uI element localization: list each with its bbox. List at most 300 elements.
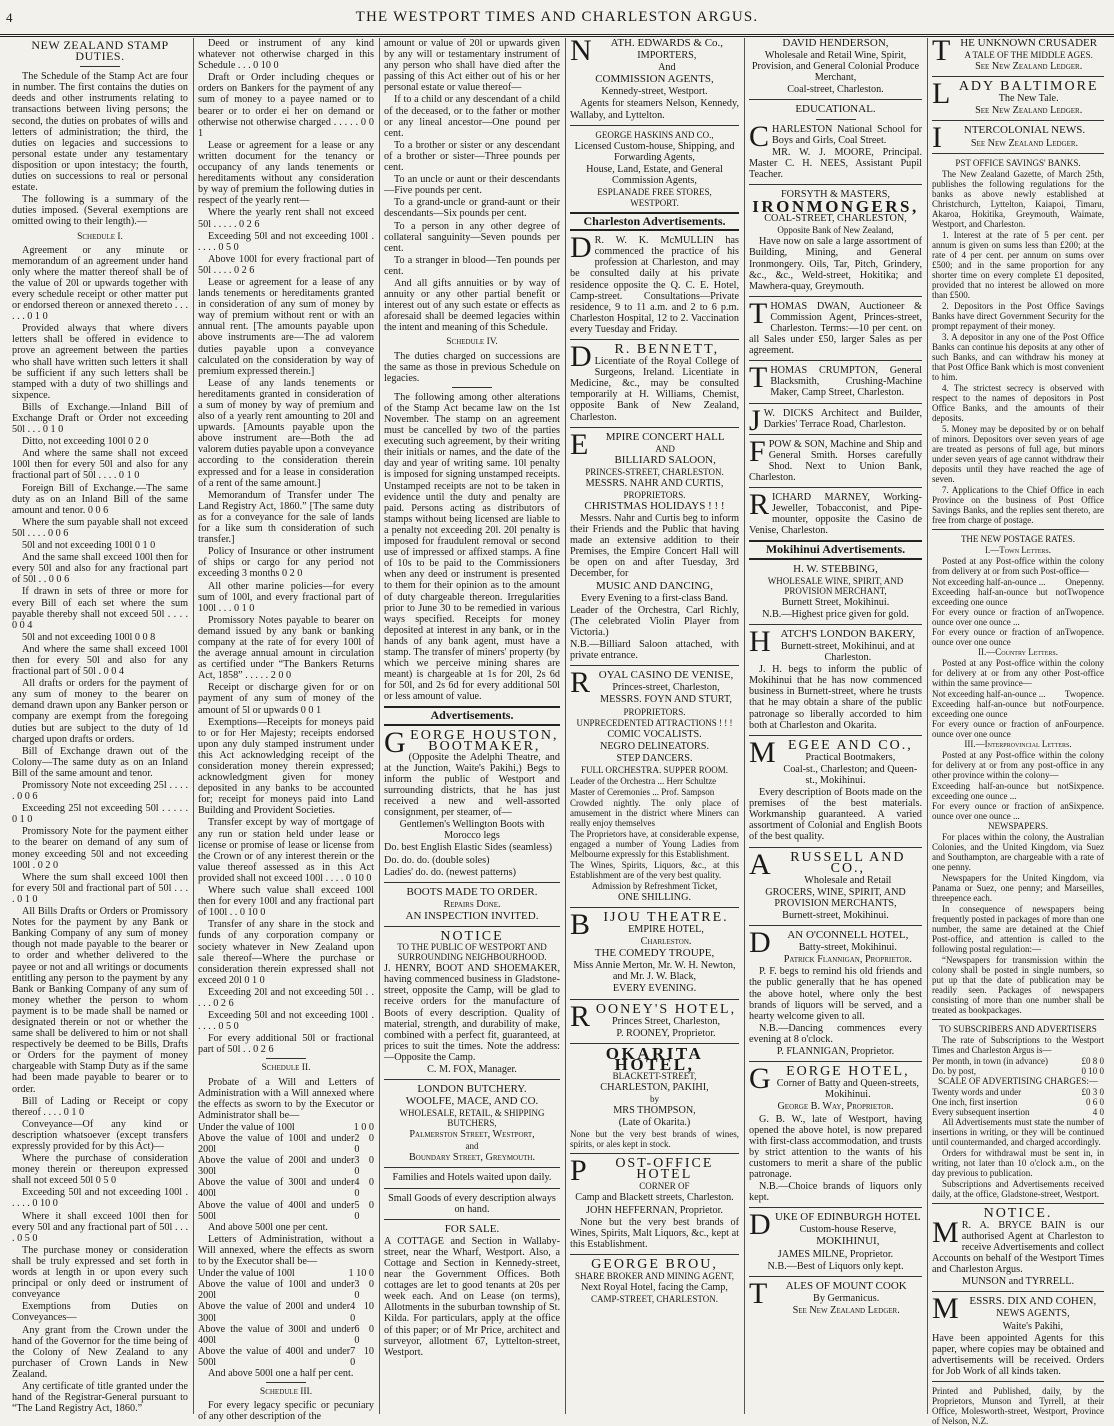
ad-line: Burnett-street, Mokihinui. xyxy=(782,910,889,921)
ad-line: Palmerston Street, Westport, xyxy=(409,1129,535,1141)
ad-line: By Germanicus. xyxy=(813,1292,880,1304)
paragraph: Exemptions from Duties on Conveyances— xyxy=(12,1301,188,1324)
ad-line: Waite's Pakihi, xyxy=(1002,1320,1064,1332)
ad-line: Leader of the Orchestra ... Herr Schultze xyxy=(570,775,717,786)
ad-name: AN O'CONNELL HOTEL, xyxy=(787,929,909,942)
ad-line: Next Royal Hotel, facing the Camp, xyxy=(581,1282,728,1294)
table-row: Above the value of 200l and under 300l 3 0 0 xyxy=(198,1155,374,1178)
ad-post-office-hotel xyxy=(570,1154,739,1250)
ad-line: Burnett-street, Mokihinui, and at Charleston. xyxy=(780,640,915,664)
ad-line: WOOLFE, MACE, AND CO. xyxy=(405,1095,539,1108)
ad-hatch xyxy=(749,624,922,731)
table-row: Do. by post, 0 10 0 xyxy=(932,1065,1104,1076)
ad-name: FOR SALE. xyxy=(444,1222,500,1235)
imprint: Printed and Published, daily, by the Proprietors, Munson and Tyrrell, at their Office, Molesworth-street, Westport, Province of Nelson, N.Z. xyxy=(932,1385,1104,1426)
drop-capital: R xyxy=(570,666,591,700)
section-heading: EDUCATIONAL. xyxy=(795,103,876,116)
ad-body: J. HENRY, BOOT AND SHOEMAKER, having commenced business in Gladstone-street, opposite the Camp, will be glad to receive orders for the manufacture of Boots of every description. Quality of material, strength, and durability of make, combined with a perfect fit, guaranteed, at prices to suit the times. Note the address:—Opposite the Camp. xyxy=(384,963,560,1063)
ad-line: The Wines, Spirits, Liquors, &c., at this Establishment are of the very best quality. xyxy=(570,859,739,880)
paragraph: Transfer of any share in the stock and funds of any corporation company or society whatever in New Zealand upon sale thereof—Where the purchase or consideration therein expressed shall not exceed 20l 0 1 0 xyxy=(198,919,374,986)
table-row: Not exceeding half-an-ounce ... Twopence. xyxy=(932,688,1104,699)
ad-line: SHARE BROKER AND MINING AGENT, xyxy=(574,1271,735,1282)
paragraph: All other marine policies—for every sum of 100l, and every fractional part of 100l . . . 0 1 0 xyxy=(198,580,374,614)
ad-line: (Late of Okarita.) xyxy=(618,1117,691,1129)
paragraph: The purchase money or consideration shall be truly expressed and set forth in words at length in or upon every such principal or only deed or instrument of conveyance xyxy=(12,1244,188,1301)
paragraph: Lease or agreement for a lease of any lands tenements or hereditaments granted in consideration of any sum of money by way of premium without rent or with an annual rent. [The amounts payable upon above instruments are—The ad valorem duties payable upon a conveyance calculated on the consideration by way of premium expressed therein.] xyxy=(198,276,374,377)
paragraph: The following is a summary of the duties imposed. (Several exemptions are omitted owing to their length).— xyxy=(12,194,188,228)
paragraph: 50l and not exceeding 100l 0 1 0 xyxy=(22,540,156,552)
paragraph: Exceeding 20l and not exceeding 50l . . . . . 0 2 6 xyxy=(198,986,374,1009)
divider xyxy=(749,360,922,361)
ad-line: CORNER OF xyxy=(639,1181,690,1192)
divider xyxy=(749,847,922,848)
paragraph: 2. Depositors in the Post Office Savings Banks have direct Government Security for the prompt repayment of their money. xyxy=(932,300,1104,331)
drop-capital: M xyxy=(932,1292,959,1326)
ad-megee xyxy=(749,735,922,843)
drop-capital: M xyxy=(749,735,776,769)
subscribers-notice xyxy=(932,1024,1104,1199)
ad-line: Opposite Bank of New Zealand, xyxy=(777,225,894,236)
drop-capital: B xyxy=(570,907,591,941)
paragraph: Subscriptions and Advertisements received daily, at the office, Gladstone-street, Westport. xyxy=(932,1178,1104,1199)
paragraph: 5. Money may be deposited by or on behalf of minors. Depositors over seven years of age are treated as persons of full age, but minors under seven years of age cannot withdraw their deposits until they have reached the age of seven. xyxy=(932,423,1104,484)
newspaper-title: THE WESTPORT TIMES AND CHARLESTON ARGUS. xyxy=(355,9,759,25)
ad-name: UKE OF EDINBURGH HOTEL xyxy=(774,1211,921,1224)
ad-body: MR. W. J. MOORE, Principal. Master C. H. NEES, Assistant Pupil Teacher. xyxy=(749,146,922,180)
drop-capital: D xyxy=(749,926,771,960)
paragraph: Exceeding 50l and not exceeding 100l . . . . . 0 10 0 xyxy=(12,1187,188,1210)
drop-capital: T xyxy=(749,296,768,330)
divider xyxy=(749,434,922,435)
ad-line: PROPRIETORS. xyxy=(623,706,686,717)
ad-line: CHARLESTON, PAKIHI, xyxy=(600,1082,709,1093)
ad-trade: BOOTMAKER, xyxy=(428,738,541,754)
ad-line: CHRISTMAS HOLIDAYS ! ! ! xyxy=(584,499,725,512)
schedule-heading: Schedule IV. xyxy=(446,337,498,348)
ad-line: House, Land, Estate, and General Commission Agents, xyxy=(586,163,723,186)
column-4 xyxy=(566,34,743,1414)
paragraph: Promissory Note not exceeding 25l . . . . . 0 0 6 xyxy=(12,780,188,803)
paragraph: Lease of any lands tenements or hereditaments granted in consideration of a sum of money by way of premium and also of a yearly rent amounting to 20l and upwards. [Amounts payable upon the above instrument are—Both the ad valorem duties payable upon a conveyance according to the consideration therein expressed and for a lease in consideration of a rent of the same amount.] xyxy=(198,377,374,489)
ad-line: See New Zealand Ledger. xyxy=(792,1304,900,1316)
ad-body: P. F. begs to remind his old friends and the public generally that he has opened the above hotel, where only the best brands of liquors will be served, and a hearty welcome given to all. xyxy=(749,966,922,1022)
drop-capital: H xyxy=(749,624,771,658)
divider xyxy=(266,1382,306,1383)
ad-body: Licentiate of the Royal College of Surgeons, Ireland. Licentiate in Medicine, &c., may be consulted temporarily at H. Williams, Chemist, opposite Bank of New Zealand, Charleston. xyxy=(570,356,739,423)
drop-capital: G xyxy=(384,725,406,759)
paragraph: Any grant from the Crown under the hand of the Governor for the time being of the Colony of New Zealand to any purchaser of Crown Lands in New Zealand. xyxy=(12,1324,188,1380)
subheading: I.—Town Letters. xyxy=(984,544,1052,555)
paragraph: Receipt or discharge given for or on payment of any sum of money of the amount of 5l or upwards 0 0 1 xyxy=(198,682,374,716)
paragraph: Where such value shall exceed 100l then for every 100l and any fractional part of 100l . . 0 10 0 xyxy=(198,885,374,919)
ad-dix-cohen xyxy=(932,1292,1104,1377)
table-row: Above the value of 300l and under 400l 6 0 0 xyxy=(198,1323,374,1346)
ad-body: R. A. BRYCE BAIN is our authorised Agent at Charleston to receive Advertisements and collect Accounts on behalf of the Westport Times and Charleston Argus. xyxy=(932,1219,1104,1276)
ad-butchery xyxy=(384,1084,560,1215)
divider xyxy=(384,1219,560,1220)
ad-line: Kennedy-street, Westport. xyxy=(601,86,708,98)
paragraph: Ditto, not exceeding 100l 0 2 0 xyxy=(22,436,149,448)
drop-capital: D xyxy=(570,339,592,373)
divider xyxy=(749,184,922,185)
ad-line: A TALE OF THE MIDDLE AGES. xyxy=(964,50,1093,61)
paragraph: amount or value of 20l or upwards given by any will or testamentary instrument of any person who shall have died after the passing of this Act either out of his or her personal estate or value thereof— xyxy=(384,38,560,94)
ad-line: MESSRS. NAHR AND CURTIS, xyxy=(585,477,724,489)
page-number: 4 xyxy=(6,10,13,25)
paragraph: The duties charged on successions are the same as those in previous Schedule on legacies. xyxy=(384,350,560,384)
divider xyxy=(384,1167,560,1168)
ad-crumpton xyxy=(749,361,922,399)
ad-for-sale xyxy=(384,1224,560,1358)
paragraph: And above 500l one a half per cent. xyxy=(208,1367,354,1379)
ad-line: NEWS AGENTS, xyxy=(996,1308,1070,1320)
divider xyxy=(749,1061,922,1062)
ad-name: DAVID HENDERSON, xyxy=(782,37,889,49)
notice-title: THE NEW POSTAGE RATES. xyxy=(960,533,1076,544)
ad-line: STEP DANCERS. xyxy=(616,752,693,764)
ad-russell xyxy=(749,847,922,922)
paragraph: Memorandum of Transfer under The Land Registry Act, 1860.” [The same duty as for a conveyance for the sale of lands for a like sum th consideration of such transfer.] xyxy=(198,489,374,546)
paragraph: The Schedule of the Stamp Act are four in number. The first contains the duties on deeds and other instruments relating to transactions between living persons; the second, the duties on probates of wills and letters of administration; the third, the duties on legacies and successions to personal estate under any testamentary disposition or upon intestacy; the fourth, duties on successions to real or personal estate. xyxy=(12,71,188,194)
ad-haskins xyxy=(570,130,739,208)
ad-line: Batty-street, Mokihinui. xyxy=(798,942,897,954)
ad-line: WHOLESALE WINE, SPIRIT, AND PROVISION MERCHANT, xyxy=(767,575,904,596)
ad-name: H. W. STEBBING, xyxy=(793,562,878,575)
ad-line: AND xyxy=(655,443,675,454)
divider xyxy=(266,1058,306,1059)
bain-notice xyxy=(932,1205,1104,1288)
ad-line: COAL-STREET, CHARLESTON, xyxy=(764,213,907,225)
table-row: Under the value of 100l 1 10 0 xyxy=(198,1268,374,1280)
ad-name: EGEE AND CO., xyxy=(787,737,913,753)
table-row: For every ounce or fraction of an ounce over one ounce ... Sixpence. xyxy=(932,800,1104,821)
article-title: NEW ZEALAND STAMP DUTIES. xyxy=(31,38,169,64)
paragraph: Agreement or any minute or memorandum of an agreement under hand only where the matter thereof shall be of the value of 20l or upwards together with every schedule receipt or other matter put or endorsed thereon or annexed thereto . . . . . . 0 1 0 xyxy=(12,244,188,323)
ad-body: W. DICKS Architect and Builder, Darkies' Terrace Road, Charleston. xyxy=(763,407,922,430)
ad-line: Leader of the Orchestra, Carl Richly, (The celebrated Violin Player from Victoria.) xyxy=(570,604,739,638)
ad-casino xyxy=(570,666,739,903)
ad-name: HE UNKNOWN CRUSADER xyxy=(960,37,1098,49)
ad-crusader xyxy=(932,34,1104,73)
ad-line: THE COMEDY TROUPE, xyxy=(594,947,715,960)
column-5 xyxy=(745,38,926,1414)
divider xyxy=(749,1276,922,1277)
ad-name: ATCH'S LONDON BAKERY, xyxy=(780,627,916,640)
ad-body: (Opposite the Adelphi Theatre, and at the Junction, Waite's Pakihi,) Begs to inform the public of Westport and surrounding districts, that he has just received a new and well-assorted consignment, per steamer, of— xyxy=(384,751,560,819)
table-row: Above the value of 200l and under 300l 4 10 0 xyxy=(198,1301,374,1324)
savings-banks-notice xyxy=(932,158,1104,525)
paragraph: Exceeding 25l not exceeding 50l . . . . . 0 1 0 xyxy=(12,803,188,826)
ad-line: The New Tale. xyxy=(998,93,1059,105)
divider xyxy=(932,153,1104,154)
schedule-heading: Schedule II. xyxy=(261,1063,311,1074)
ad-line: The Proprietors have, at considerable expense, engaged a number of Young Ladies from Melbourne expressly for this Establishment. xyxy=(570,828,739,859)
drop-capital: E xyxy=(570,427,589,461)
paragraph: Where the sum shall exceed 100l then for every 50l and fractional part of 50l . . . . 0 1 0 xyxy=(12,871,188,905)
divider xyxy=(932,1381,1104,1382)
divider xyxy=(570,339,739,340)
table-row: Above the value of 300l and under 400l 4 0 0 xyxy=(198,1177,374,1200)
ad-body: G. B. W., late of Westport, having opened the above hotel, is now prepared with first-class accommodation, and trusts by strict attention to the wants of his customers to merit a share of the public patronage. xyxy=(749,1113,922,1180)
ad-line: Patrick Flannigan, Proprietor. xyxy=(783,954,912,966)
paragraph: Lease or agreement for a lease or any written document for the tenancy or occupancy of any lands tenements or hereditaments without any consideration by way of premium the following duties in respect of the yearly rent— xyxy=(198,139,374,207)
ad-line: P. FLANNIGAN, Proprietor. xyxy=(776,1046,895,1058)
ad-line: BOOTS MADE TO ORDER. xyxy=(406,885,538,898)
paragraph: In consequence of newspapers being frequently posted in packages of more than one number, the same are detained at the Chief Post-office, and attention is called to the following postal regulation:— xyxy=(932,903,1104,954)
ad-line: AN INSPECTION INVITED. xyxy=(405,909,539,922)
divider xyxy=(816,119,856,120)
divider xyxy=(80,66,120,67)
ad-line: ONE SHILLING. xyxy=(618,891,691,903)
ad-line: JAMES MILNE, Proprietor. xyxy=(777,1248,894,1260)
ad-line: MESSRS. FOYN AND STURT, xyxy=(600,694,732,706)
table-row: Above the value of 100l and under 200l 2 0 0 xyxy=(198,1133,374,1156)
paragraph: To an uncle or aunt or their descendants—Five pounds per cent. xyxy=(384,174,560,197)
table-row: Every subsequent insertion 4 0 xyxy=(932,1106,1104,1117)
subheading: NEWSPAPERS. xyxy=(988,820,1048,831)
ad-body: Have been appointed Agents for this paper, where copies may be obtained and advertisements will be received. Orders for Job Work of all kinds taken. xyxy=(932,1332,1104,1377)
probate-table xyxy=(198,1122,374,1222)
paragraph: The New Zealand Gazette, of March 25th, publishes the following regulations for the banks as above newly established at Christchurch, Lyttelton, Kaiapoi, Timaru, Akaroa, Hokitika, Greymouth, Waimate, Westport, and Charleston. xyxy=(932,168,1104,229)
ad-body: Have now on sale a large assortment of Building, Mining, and General Ironmongery. Oils, Tar, Pitch, Grindery, &c., &c., Weld-street, Hokitika; and Mawhera-quay, Greymouth. xyxy=(749,236,922,292)
divider xyxy=(932,120,1104,121)
paragraph: Exceeding 50l and not exceeding 100l . . . . . 0 5 0 xyxy=(198,230,374,253)
ad-line: Gentlemen's Wellington Boots with Morocco legs xyxy=(399,819,545,842)
paragraph: Deed or instrument of any kind whatever not otherwise charged in this Schedule . . . 0 10 0 xyxy=(198,38,374,72)
divider xyxy=(452,387,492,388)
ad-line: COMIC VOCALISTS. xyxy=(607,728,702,740)
paragraph: To a brother or sister or any descendant of a brother or sister—Three pounds per cent. xyxy=(384,139,560,174)
ad-line: C. M. FOX, Manager. xyxy=(427,1063,517,1075)
ad-line: FORSYTH & MASTERS, xyxy=(781,189,890,201)
ad-name: ALES OF MOUNT COOK xyxy=(785,1279,907,1292)
ad-name: OKARITA HOTEL, xyxy=(605,1043,704,1074)
divider xyxy=(384,1079,560,1080)
ad-oconnell xyxy=(749,926,922,1058)
ad-line: BLACKETT-STREET, xyxy=(612,1071,697,1081)
ad-line: MRS THOMPSON, xyxy=(613,1105,696,1117)
schedule-heading: Schedule I. xyxy=(77,231,123,242)
ad-line: PROPRIETORS. xyxy=(623,489,686,500)
drop-capital: A xyxy=(749,847,771,881)
ad-line: N.B.—Highest price given for gold. xyxy=(762,608,909,620)
section-header: Charleston Advertisements. xyxy=(570,212,739,231)
ad-line: Families and Hotels waited upon daily. xyxy=(392,1172,552,1184)
drop-capital: T xyxy=(749,1276,768,1310)
paragraph: Bill of Exchange drawn out of the Colony—The same duty as on an Inland Bill of the same amount and tenor. xyxy=(12,745,188,779)
ad-line: WHOLESALE, RETAIL, & SHIPPING BUTCHERS, xyxy=(399,1108,545,1129)
ad-body: HOMAS DWAN, Auctioneer & Commission Agent, Princes-street, Charleston. Terms:—10 per cent. on all Sales under £50, larger Sales as per agreement. xyxy=(749,300,922,357)
ad-mcmullin xyxy=(570,231,739,335)
paragraph: Any certificate of title granted under the hand of the Registrar-General pursuant to “The Land Registry Act, 1860.” xyxy=(12,1380,188,1415)
ad-stebbing xyxy=(749,564,922,620)
ad-line: Coal-street, Charleston. xyxy=(787,84,884,96)
column-1 xyxy=(8,38,192,1414)
ad-line: N.B.—Dancing commences every evening at 8 o'clock. xyxy=(749,1022,922,1045)
ad-forsyth xyxy=(749,189,922,292)
divider xyxy=(749,925,922,926)
paragraph: Bill of Lading or Receipt or copy thereof . . . . 0 1 0 xyxy=(12,1095,188,1118)
ad-line: And xyxy=(658,62,676,74)
paragraph: To a grand-uncle or grand-aunt or their descendants—Six pounds per cent. xyxy=(384,197,560,220)
ad-line: Burnett Street, Mokihinui. xyxy=(781,596,890,608)
ad-body: None but the very best brands of Wines, Spirits, Malt Liquors, &c., kept at this Establishment. xyxy=(570,1216,739,1250)
ad-name: ATH. EDWARDS & Co., xyxy=(610,37,724,49)
ad-line: COMMISSION AGENTS, xyxy=(595,73,714,86)
divider xyxy=(384,926,560,927)
ad-line: Admission by Refreshment Ticket, xyxy=(591,880,718,891)
divider xyxy=(749,99,922,100)
drop-capital: I xyxy=(932,121,942,155)
ad-line: Small Goods of every description always on hand. xyxy=(388,1192,556,1215)
paragraph: The following among other alterations of the Stamp Act became law on the 1st November. The stamp on an agreement must be cancelled by two of the parties executing such agreement, by their writing their initials or names, and the date of the day and year of writing same. 10l penalty is imposed for signing unstamped receipts. Unstamped receipts are not to be taken in evidence until the duty and penalty are paid. Persons acting as distributors of stamps without being licensed are liable to a penalty not exceeding 20l. 20l penalty is imposed for fraudulent removal or second use of impressed or affixed stamps. A fine of 10s to be paid to the Commissioners when any deed or instrument is presented to them for their opinion as to the amount of duty chargeable thereon. Irregularities prior to June 30 to be remedied in various ways specified. Receipts for money deposited at interest in any bank, or in the hands of any bank agent, must have a stamp. The transfer of miners' property (by which we perceive mining shares are meant) is chargeable at 1s for 20l, 2s 6d for 50l, and 2s 6d for every additional 50l or less amount of value. xyxy=(384,391,560,703)
ad-line: WESTPORT. xyxy=(630,198,679,209)
paragraph: Where the yearly rent shall not exceed 50l . . . . . 0 2 6 xyxy=(198,207,374,230)
ad-body: POW & SON, Machine and Ship and General Smith. Horses carefully Shod. Next to Union Bank, Charleston. xyxy=(749,438,922,483)
paragraph: Draft or Order including cheques or orders on Bankers for the payment of any sum of money to a payee named or to bearer or to order ei her on demand or otherwise not otherwise charged . . . . . 0 0 1 xyxy=(198,72,374,139)
table-row: Under the value of 100l 1 0 0 xyxy=(198,1121,374,1133)
notice-title: NOTICE. xyxy=(983,1205,1053,1221)
ad-line: Camp and Blackett streets, Charleston. xyxy=(575,1192,734,1204)
paragraph: 7. Applications to the Chief Office in each Province on the business of Post Office Savings Banks, and the replies sent thereto, are free from charge of postage. xyxy=(932,484,1104,525)
table-row: Not exceeding half-an-ounce ... Onepenny. xyxy=(932,576,1104,587)
paragraph: And above 500l one per cent. xyxy=(208,1221,328,1233)
ad-rooney xyxy=(570,999,739,1039)
divider xyxy=(570,907,739,908)
administration-table xyxy=(198,1268,374,1368)
ad-body: Agents for steamers Nelson, Kennedy, Wallaby, and Lyttelton. xyxy=(570,98,739,121)
ad-line: Master of Ceremonies ... Prof. Sampson xyxy=(570,786,715,797)
postage-rates xyxy=(932,534,1104,1015)
drop-capital: G xyxy=(749,1062,771,1096)
ad-line: Custom-house Reserve, xyxy=(799,1224,897,1236)
ad-body: Every description of Boots made on the premises of the best materials. Workmanship guaranteed. A varied assortment of Colonial and English Boots of the best quality. xyxy=(749,787,922,843)
divider xyxy=(384,882,560,883)
ad-houston xyxy=(384,725,560,923)
ad-line: JOHN HEFFERNAN, Proprietor. xyxy=(586,1204,723,1216)
ad-line: Boundary Street, Greymouth. xyxy=(408,1152,536,1164)
ad-name: OYAL CASINO DE VENISE, xyxy=(598,669,734,682)
ad-line: EMPIRE HOTEL, xyxy=(628,923,704,935)
paragraph: Posted at any Post-office within the colony for delivery at or from any post-office in any other province within the colony— xyxy=(932,749,1104,780)
section-header: Advertisements. xyxy=(384,706,560,725)
ad-body: HARLESTON National School for Boys and Girls, Coal Street. xyxy=(772,123,922,146)
divider xyxy=(749,1207,922,1208)
ad-line: UNPRECEDENTED ATTRACTIONS ! ! ! xyxy=(576,717,733,728)
ad-marney xyxy=(749,488,922,537)
ad-pow xyxy=(749,434,922,483)
ad-body: ICHARD MARNEY, Working-Jeweller, Tobacconist, and Pipe-mounter, opposite the Casino de Venise, Charleston. xyxy=(749,492,922,537)
ad-dwan xyxy=(749,296,922,357)
notice-title: PST OFFICE SAVINGS' BANKS. xyxy=(955,157,1081,168)
ad-line: Corner of Batty and Queen-streets, Mokihinui. xyxy=(776,1078,919,1101)
divider xyxy=(570,1254,739,1255)
ad-body: J. H. begs to inform the public of Mokihinui that he has now commenced business in Burnett-street, where he trusts that he may obtain a share of the public patronage so liberally accorded to him both at Charleston and Okarita. xyxy=(749,664,922,731)
paragraph: Above 100l for every fractional part of 50l . . . . 0 2 6 xyxy=(198,253,374,276)
paragraph: And where the same shall not exceed 100l then for every 50l and also for any fractional part of 50l . . . . 0 1 0 xyxy=(12,448,188,482)
table-row: For every ounce or fraction of an ounce over one ounce Twopence. xyxy=(932,626,1104,647)
drop-capital: T xyxy=(749,361,768,395)
paragraph: “Newspapers for transmission within the colony shall be posted in single numbers, so put up that the date of publication may be readily seen. Packages of newspapers consisting of more than one number shall be treated as bookpackages. xyxy=(932,954,1104,1015)
paragraph: Policy of Insurance or other instrument of ships or cargo for any period not exceeding 3 months 0 2 0 xyxy=(198,546,374,580)
paragraph: Orders for withdrawal must be sent in, in writing, not later than 10 o'clock a.m., on the day previous to publication. xyxy=(932,1147,1104,1178)
notice-title: TO SUBSCRIBERS AND ADVERTISERS xyxy=(939,1023,1097,1034)
divider xyxy=(570,427,739,428)
ad-body: Wholesale and Retail Wine, Spirit, Provision, and General Colonial Produce Merchant, xyxy=(751,50,920,84)
divider xyxy=(932,76,1104,77)
column-2 xyxy=(194,38,378,1423)
ad-line: Ladies' do. do. (newest patterns) xyxy=(384,866,516,878)
ad-line: CAMP-STREET, CHARLESTON. xyxy=(591,1294,718,1305)
table-row: Above the value of 400l and under 500l 5 0 0 xyxy=(198,1199,374,1222)
ad-line: See New Zealand Ledger. xyxy=(975,61,1083,73)
ad-line: Do. best English Elastic Sides (seamless) xyxy=(384,842,553,854)
ad-line: MOKIHINUI, xyxy=(816,1235,880,1248)
table-row: Exceeding half-an-ounce but not exceeding one ounce ... Sixpence. xyxy=(932,780,1104,801)
ad-line: Wholesale and Retail xyxy=(804,874,892,886)
paragraph: 3. A depositor in any one of the Post Office Banks can continue his deposits at any other of such Banks, and can withdraw his money at that Post Office Bank which is most convenient to him. xyxy=(932,331,1104,382)
ad-notice xyxy=(384,931,560,1075)
section-header: Mokihinui Advertisements. xyxy=(749,540,922,559)
ad-line: GROCERS, WINE, SPIRIT, AND PROVISION MERCHANTS, xyxy=(765,886,906,909)
ad-name: IJOU THEATRE. xyxy=(603,909,729,925)
ad-name: EORGE HOUSTON, xyxy=(410,727,559,743)
paragraph: For every legacy specific or pecuniary of any other description of the xyxy=(198,1400,374,1423)
ad-name: OONEY'S HOTEL, xyxy=(595,1001,737,1017)
paragraph: If drawn in sets of three or more for every Bill of each set where the sum payable thereby shall not exceed 50l . . . . 0 0 4 xyxy=(12,586,188,631)
table-row: Above the value of 100l and under 200l 3 0 0 xyxy=(198,1279,374,1302)
ad-line: None but the very best brands of wines, spirits, or ales kept in stock. xyxy=(570,1129,739,1150)
drop-capital: C xyxy=(749,119,770,153)
ad-body: Messrs. Nahr and Curtis beg to inform their Friends and the Public that having made an extensive addition to their Premises, the Empire Concert Hall will be open on and after Tuesday, 3rd December, for xyxy=(570,513,739,580)
ad-line: Practical Bootmakers, xyxy=(805,751,896,763)
table-row: Above the value of 400l and under 500l 7 10 0 xyxy=(198,1345,374,1368)
paragraph: Provided always that where divers letters shall be offered in evidence to prove an agreement between the parties who shall have written such letters it shall be sufficient if any such letters shall be stamped with a duty of two shillings and sixpence. xyxy=(12,323,188,401)
ad-line: PRINCES-STREET, CHARLESTON. xyxy=(585,466,724,477)
paragraph: All Bills Drafts or Orders or Promissory Notes for the payment by any Bank or Banking Company of any sum of money though not made payable to the bearer or to order and whether delivered to the payee or not and all writings or documents entitling any person to the payment by any Bank or Banking Company of any sum of money whether the person to whom payment is to be made shall be named or designated therein or not or whether the same shall be delivered to him or not shall respectively be deemed to be Bills, Drafts or Orders for the payment of money chargeable with Stamp Duty as if the same had been made payable to bearer or to order. xyxy=(12,906,188,1095)
subheading: SCALE OF ADVERTISING CHARGES:— xyxy=(938,1075,1098,1086)
ad-school xyxy=(749,119,922,180)
ad-line: George B. Way, Proprietor. xyxy=(777,1101,894,1113)
ad-line: Crowded nightly. The only place of amusement in the district where Miners can really enjoy themselves xyxy=(570,797,739,828)
paragraph: Where it shall exceed 100l then for every 50l and any fractional part of 50l . . . . 0 5 0 xyxy=(12,1210,188,1244)
paragraph: To a stranger in blood—Ten pounds per cent. xyxy=(384,254,560,277)
paragraph: Promissory Note for the payment either to the bearer on demand of any sum of money exceeding 50l and not exceeding 100l . 0 2 0 xyxy=(12,826,188,871)
drop-capital: L xyxy=(932,77,951,111)
paragraph: 4. The strictest secrecy is observed with respect to the names of depositors in Post Office Banks, and the amounts of their deposits. xyxy=(932,382,1104,423)
divider xyxy=(932,529,1104,530)
ad-name: EORGE HOTEL, xyxy=(786,1064,910,1080)
paragraph: 50l and not exceeding 100l 0 0 8 xyxy=(22,631,156,643)
ad-mount-cook xyxy=(749,1276,922,1316)
ad-name: IRONMONGERS, xyxy=(752,197,919,217)
drop-capital: P xyxy=(570,1154,587,1188)
ad-name: OST-OFFICE HOTEL xyxy=(615,1156,714,1183)
drop-capital: R xyxy=(570,999,591,1033)
column-6 xyxy=(928,34,1108,1426)
subheading: III.—Interprovincial Letters. xyxy=(964,738,1072,749)
divider xyxy=(570,665,739,666)
ad-line: Repairs Done. xyxy=(443,898,501,910)
drop-capital: D xyxy=(749,1208,771,1242)
ad-line: P. ROONEY, Proprietor. xyxy=(616,1027,716,1039)
ad-line: N.B.—Billiard Saloon attached, with private entrance. xyxy=(570,639,739,662)
ad-line: Every Evening to a first-class Band. xyxy=(580,592,729,604)
divider xyxy=(749,624,922,625)
paragraph: Where the sum payable shall not exceed 50l . . . . 0 0 6 xyxy=(12,516,188,539)
ad-line: Charleston. xyxy=(640,936,692,948)
ad-edwards xyxy=(570,34,739,121)
